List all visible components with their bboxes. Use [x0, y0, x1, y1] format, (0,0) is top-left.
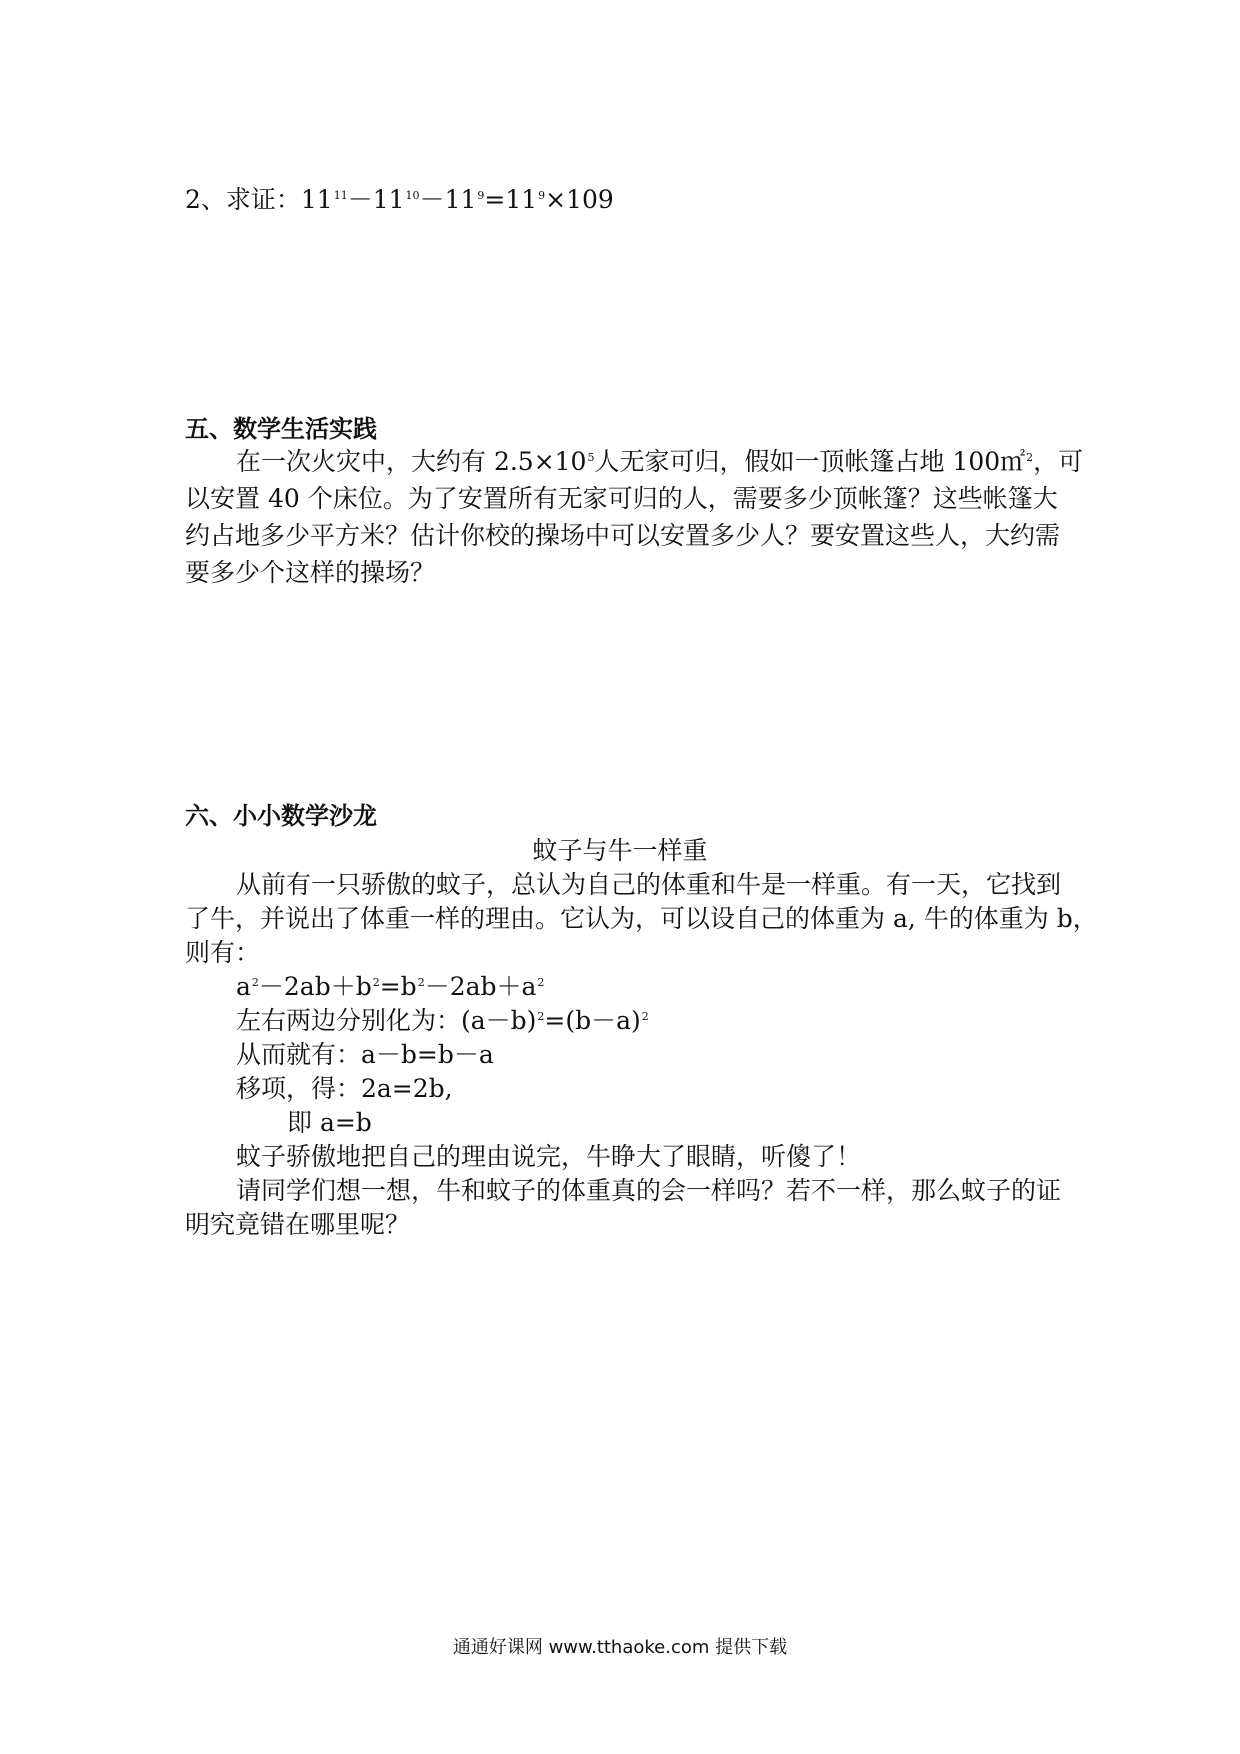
- section-6-heading: 六、小小数学沙龙: [185, 802, 377, 830]
- section-5-exponent: 5: [587, 451, 595, 464]
- term-4-exponent: 9: [538, 189, 546, 202]
- minus-sign: －: [419, 185, 445, 214]
- equals-sign: =: [484, 185, 506, 214]
- story-paragraph-1-line-1: 从前有一只骄傲的蚊子，总认为自己的体重和牛是一样重。有一天，它找到: [236, 870, 1062, 899]
- equation-1-exponent: 2: [251, 976, 259, 989]
- term-2-exponent: 10: [405, 189, 420, 202]
- story-title: 蚊子与牛一样重: [532, 836, 708, 865]
- problem-2: [185, 185, 614, 215]
- page-footer: 通通好课网 www.tthaoke.com 提供下载: [452, 1637, 788, 1658]
- problem-2-prefix: 2、求证：: [185, 185, 301, 214]
- equation-5: 即 a=b: [287, 1108, 372, 1137]
- equation-1: [236, 972, 544, 1002]
- term-3-base: 11: [444, 185, 477, 214]
- equation-1-exponent: 2: [537, 976, 545, 989]
- equation-3: 从而就有：a－b=b－a: [236, 1040, 494, 1069]
- equation-2-part: =(b－a): [544, 1006, 641, 1035]
- equation-1-part: －2ab＋b: [258, 972, 372, 1001]
- section-5-line-1-a: 在一次火灾中，大约有 2.5×10: [236, 447, 587, 476]
- equation-2-exponent: 2: [641, 1010, 649, 1023]
- story-paragraph-2: 蚊子骄傲地把自己的理由说完，牛睁大了眼睛，听傻了！: [236, 1142, 862, 1171]
- section-5-line-1: [236, 447, 1083, 477]
- section-5-line-3: 约占地多少平方米？估计你校的操场中可以安置多少人？要安置这些人，大约需: [185, 521, 1061, 550]
- section-5-line-4: 要多少个这样的操场？: [185, 558, 436, 587]
- section-5-line-1-c: ，可: [1033, 447, 1084, 476]
- story-paragraph-3-line-1: 请同学们想一想，牛和蚊子的体重真的会一样吗？若不一样，那么蚊子的证: [236, 1176, 1062, 1205]
- section-5-heading: 五、数学生活实践: [185, 415, 377, 443]
- problem-2-tail: ×109: [545, 185, 614, 214]
- equation-1-exponent: 2: [417, 976, 425, 989]
- section-5-line-1-b: 人无家可归，假如一顶帐篷占地 100㎡: [594, 447, 1026, 476]
- equation-2-part: 左右两边分别化为：(a－b): [236, 1006, 537, 1035]
- equation-1-part: a: [236, 972, 251, 1001]
- equation-2-exponent: 2: [537, 1010, 545, 1023]
- equation-2: [236, 1006, 649, 1036]
- term-2-base: 11: [372, 185, 405, 214]
- equation-1-exponent: 2: [372, 976, 380, 989]
- equation-1-part: =b: [379, 972, 417, 1001]
- story-paragraph-1-line-2: 了牛，并说出了体重一样的理由。它认为，可以设自己的体重为 a, 牛的体重为 b，: [185, 904, 1098, 933]
- story-paragraph-3-line-2: 明究竟错在哪里呢？: [185, 1210, 411, 1239]
- section-5-line-2: 以安置 40 个床位。为了安置所有无家可归的人，需要多少顶帐篷？这些帐篷大: [185, 484, 1058, 513]
- term-1-exponent: 11: [333, 189, 348, 202]
- term-3-exponent: 9: [477, 189, 485, 202]
- term-4-base: 11: [505, 185, 538, 214]
- equation-1-part: －2ab＋a: [424, 972, 537, 1001]
- section-5-exponent-2: 2: [1026, 451, 1034, 464]
- equation-4: 移项，得：2a=2b,: [236, 1074, 453, 1103]
- term-1-base: 11: [300, 185, 333, 214]
- minus-sign: －: [347, 185, 373, 214]
- story-paragraph-1-line-3: 则有：: [185, 938, 261, 967]
